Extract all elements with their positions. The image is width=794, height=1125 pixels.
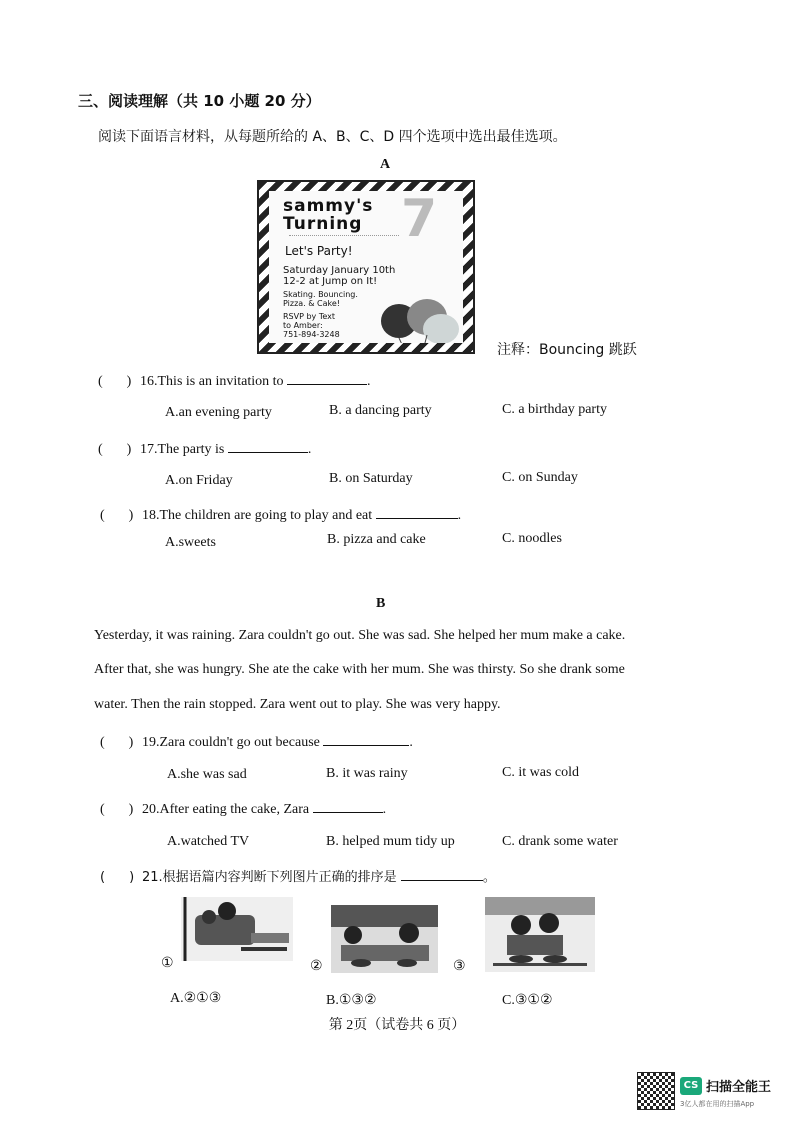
answer-blank[interactable] bbox=[287, 372, 367, 385]
question-stem: 17.The party is bbox=[140, 442, 225, 457]
scanner-tagline: 3亿人都在用的扫描App bbox=[680, 1100, 755, 1108]
option-a: A.an evening party bbox=[165, 405, 272, 420]
picture-3-label: ③ bbox=[453, 959, 466, 974]
card-rsvp-line2: to Amber: bbox=[283, 321, 323, 330]
option-a: A.sweets bbox=[165, 535, 216, 550]
card-big-number: 7 bbox=[401, 191, 438, 249]
answer-blank[interactable] bbox=[376, 506, 458, 519]
option-a: A.②①③ bbox=[170, 991, 222, 1006]
picture-1 bbox=[181, 897, 293, 961]
question-20: ( ) 20.After eating the cake, Zara . bbox=[100, 802, 387, 817]
picture-2-label: ② bbox=[310, 959, 323, 974]
question-stem: 21.根据语篇内容判断下列图片正确的排序是 bbox=[142, 870, 397, 885]
option-b: B. helped mum tidy up bbox=[326, 834, 455, 849]
answer-blank[interactable] bbox=[401, 868, 483, 881]
question-16: ( ) 16.This is an invitation to . bbox=[98, 374, 371, 389]
card-date bbox=[283, 265, 395, 287]
picture-2 bbox=[331, 905, 438, 973]
question-stem: 16.This is an invitation to bbox=[140, 374, 284, 389]
question-stem: 19.Zara couldn't go out because bbox=[142, 735, 320, 750]
option-a: A.she was sad bbox=[167, 767, 247, 782]
answer-blank[interactable] bbox=[323, 733, 409, 746]
answer-bracket[interactable]: ( ) bbox=[98, 374, 132, 389]
card-date-line2: 12-2 at Jump on It! bbox=[283, 276, 378, 287]
vocab-note: 注释：Bouncing 跳跃 bbox=[497, 342, 637, 358]
answer-bracket[interactable]: ( ) bbox=[98, 442, 132, 457]
option-c: C.③①② bbox=[502, 993, 553, 1008]
instruction-text: 阅读下面语言材料，从每题所给的 A、B、C、D 四个选项中选出最佳选项。 bbox=[98, 129, 567, 145]
card-date-line1: Saturday January 10th bbox=[283, 265, 396, 276]
question-17: ( ) 17.The party is . bbox=[98, 442, 312, 457]
option-b: B. pizza and cake bbox=[327, 532, 426, 547]
card-title-line1: sammy's bbox=[283, 196, 374, 216]
question-stem: 18.The children are going to play and eat bbox=[142, 508, 373, 523]
answer-bracket[interactable]: ( ) bbox=[100, 870, 135, 885]
option-c: C. drank some water bbox=[502, 834, 618, 849]
card-activities bbox=[283, 290, 358, 308]
question-18: ( ) 18.The children are going to play and eat . bbox=[100, 508, 462, 523]
scanner-badge bbox=[680, 1075, 771, 1109]
answer-blank[interactable] bbox=[228, 440, 308, 453]
passage-line-1: Yesterday, it was raining. Zara couldn't go out. She was sad. She helped her mum make a cake. bbox=[94, 628, 626, 643]
question-stem: 20.After eating the cake, Zara bbox=[142, 802, 310, 817]
option-c: C. on Sunday bbox=[502, 470, 578, 485]
option-c: C. noodles bbox=[502, 531, 562, 546]
picture-3 bbox=[485, 897, 595, 972]
section-title: 三、阅读理解（共 10 小题 20 分） bbox=[78, 92, 321, 110]
card-rsvp bbox=[283, 312, 340, 339]
question-19: ( ) 19.Zara couldn't go out because . bbox=[100, 735, 413, 750]
answer-blank[interactable] bbox=[313, 800, 383, 813]
qr-code-icon bbox=[637, 1072, 675, 1110]
card-party-text: Let's Party! bbox=[285, 244, 353, 258]
scanner-name: 扫描全能王 bbox=[706, 1080, 772, 1095]
passage-line-2: After that, she was hungry. She ate the cake with her mum. She was thirsty. So she drank some bbox=[94, 662, 625, 677]
answer-bracket[interactable]: ( ) bbox=[100, 735, 134, 750]
option-b: B.①③② bbox=[326, 993, 377, 1008]
option-b: B. it was rainy bbox=[326, 766, 408, 781]
card-divider bbox=[289, 235, 399, 236]
option-c: C. it was cold bbox=[502, 765, 579, 780]
option-a: A.watched TV bbox=[167, 834, 250, 849]
option-b: B. a dancing party bbox=[329, 403, 432, 418]
card-rsvp-line3: 751-894-3248 bbox=[283, 330, 340, 339]
page-footer: 第 2页（试卷共 6 页） bbox=[328, 1018, 466, 1033]
question-21: ( ) 21.根据语篇内容判断下列图片正确的排序是 。 bbox=[100, 870, 496, 885]
option-c: C. a birthday party bbox=[502, 402, 607, 417]
picture-1-label: ① bbox=[161, 956, 174, 971]
balloons-icon bbox=[377, 295, 463, 343]
part-b-label: B bbox=[376, 596, 386, 611]
cs-logo-icon: CS bbox=[680, 1077, 702, 1095]
answer-bracket[interactable]: ( ) bbox=[100, 802, 134, 817]
answer-bracket[interactable]: ( ) bbox=[100, 508, 134, 523]
card-title bbox=[283, 197, 373, 233]
card-activities-line2: Pizza. & Cake! bbox=[283, 299, 341, 308]
passage-line-3: water. Then the rain stopped. Zara went out to play. She was very happy. bbox=[94, 697, 501, 712]
card-activities-line1: Skating. Bouncing. bbox=[283, 290, 358, 299]
option-b: B. on Saturday bbox=[329, 471, 413, 486]
part-a-label: A bbox=[380, 157, 391, 172]
card-title-line2: Turning bbox=[283, 214, 363, 234]
card-rsvp-line1: RSVP by Text bbox=[283, 312, 336, 321]
option-a: A.on Friday bbox=[165, 473, 233, 488]
invitation-card bbox=[257, 180, 475, 354]
